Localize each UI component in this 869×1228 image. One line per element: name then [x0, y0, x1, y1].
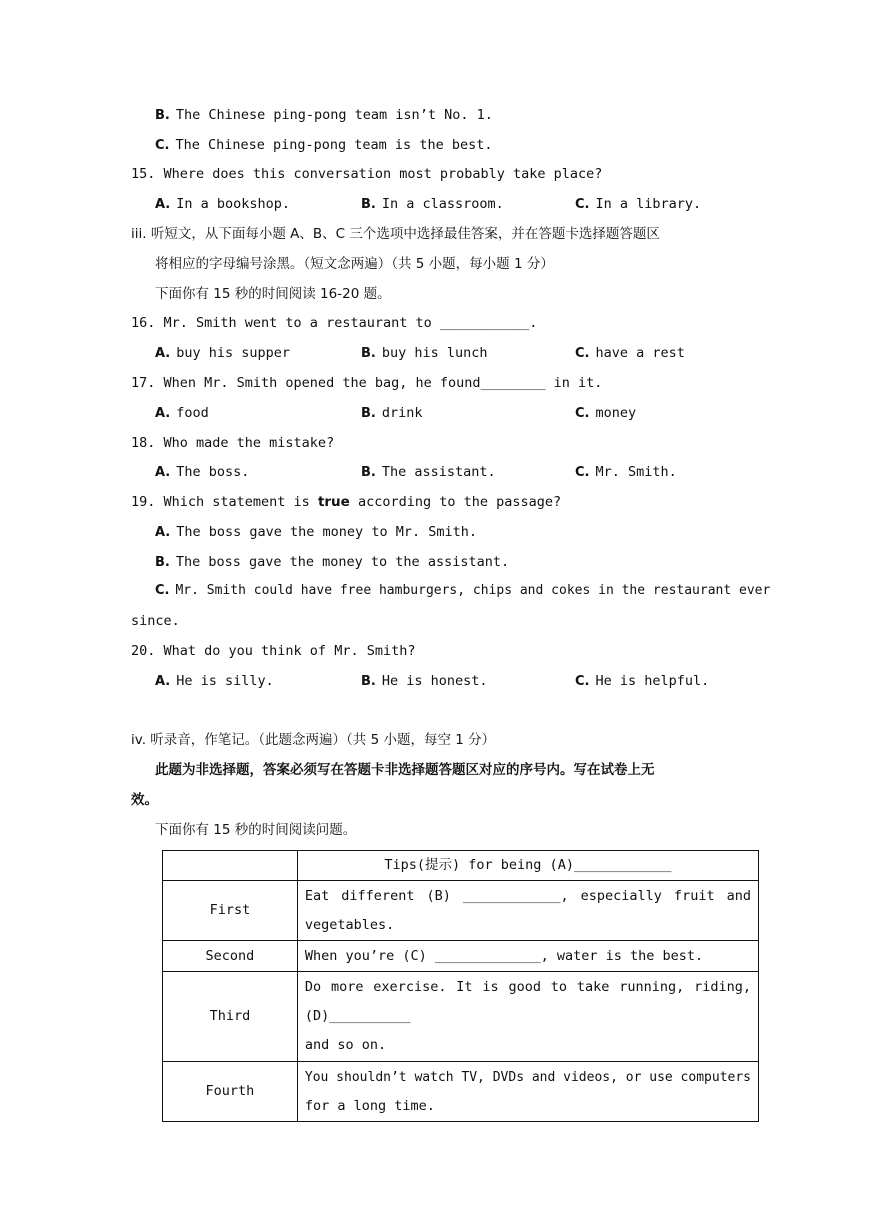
- section3-intro: 下面你有 15 秒的时间阅读 16-20 题。: [155, 286, 391, 302]
- q19-option-c-continuation: since.: [131, 613, 180, 629]
- section4-instruction-line2: 效。: [131, 792, 158, 808]
- q19-option-a: A. The boss gave the money to Mr. Smith.: [155, 524, 477, 540]
- q17-stem: 17. When Mr. Smith opened the bag, he found________ in it.: [131, 375, 603, 391]
- table-row: [163, 972, 759, 1062]
- q14-option-c: C. The Chinese ping-pong team is the best.: [155, 137, 493, 153]
- table-row-label: Third: [163, 972, 298, 1062]
- section3-heading-line1: iii. 听短文，从下面每小题 A、B、C 三个选项中选择最佳答案，并在答题卡选择题答题区: [131, 226, 660, 242]
- notes-table: [162, 850, 759, 1122]
- q16-stem: 16. Mr. Smith went to a restaurant to ___________.: [131, 315, 538, 331]
- q17-option-a: A. food: [155, 405, 209, 421]
- q15-option-b: B. In a classroom.: [361, 196, 504, 212]
- q20-option-b: B. He is honest.: [361, 673, 488, 689]
- q19-stem: 19. Which statement is true according to the passage?: [131, 494, 562, 510]
- q15-option-c: C. In a library.: [575, 196, 702, 212]
- q16-options: [155, 344, 755, 362]
- table-row-content: Do more exercise. It is good to take running, riding, (D)__________ and so on.: [297, 972, 758, 1062]
- table-row-content: You shouldn’t watch TV, DVDs and videos, or use computers for a long time.: [297, 1062, 758, 1122]
- q20-option-c: C. He is helpful.: [575, 673, 710, 689]
- section4-instruction-line1: 此题为非选择题，答案必须写在答题卡非选择题答题区对应的序号内。写在试卷上无: [155, 762, 655, 778]
- q14-option-b: B. The Chinese ping-pong team isn’t No. 1.: [155, 107, 493, 123]
- table-row: [163, 881, 759, 941]
- q19-option-b: B. The boss gave the money to the assistant.: [155, 554, 510, 570]
- q18-stem: 18. Who made the mistake?: [131, 435, 335, 451]
- q18-option-c: C. Mr. Smith.: [575, 464, 677, 480]
- q18-option-a: A. The boss.: [155, 464, 250, 480]
- q19-option-c: C. Mr. Smith could have free hamburgers, chips and cokes in the restaurant ever: [155, 583, 771, 598]
- q17-option-b: B. drink: [361, 405, 423, 421]
- table-row-label: Second: [163, 941, 298, 972]
- table-row: [163, 941, 759, 972]
- q20-options: [155, 672, 755, 690]
- section4-heading: iv. 听录音，作笔记。（此题念两遍）（共 5 小题，每空 1 分）: [131, 732, 496, 748]
- table-row: [163, 1062, 759, 1122]
- q15-option-a: A. In a bookshop.: [155, 196, 291, 212]
- q15-options: [155, 195, 755, 213]
- q20-option-a: A. He is silly.: [155, 673, 274, 689]
- q16-option-c: C. have a rest: [575, 345, 685, 361]
- q20-stem: 20. What do you think of Mr. Smith?: [131, 643, 416, 659]
- table-row-content: Eat different (B) ____________, especially fruit and vegetables.: [297, 881, 758, 941]
- table-header-empty-cell: [163, 851, 298, 881]
- section3-heading-line2: 将相应的字母编号涂黑。（短文念两遍）（共 5 小题，每小题 1 分）: [155, 256, 554, 272]
- table-header-title: Tips(提示) for being (A)____________: [297, 851, 758, 881]
- table-row-label: Fourth: [163, 1062, 298, 1122]
- table-header-row: [163, 851, 759, 881]
- q18-option-b: B. The assistant.: [361, 464, 496, 480]
- q16-option-b: B. buy his lunch: [361, 345, 488, 361]
- section4-intro: 下面你有 15 秒的时间阅读问题。: [155, 822, 357, 838]
- table-row-content: When you’re (C) _____________, water is the best.: [297, 941, 758, 972]
- q16-option-a: A. buy his supper: [155, 345, 291, 361]
- q17-option-c: C. money: [575, 405, 637, 421]
- table-row-label: First: [163, 881, 298, 941]
- q18-options: [155, 463, 755, 481]
- q15-stem: 15. Where does this conversation most probably take place?: [131, 166, 603, 182]
- q17-options: [155, 404, 755, 422]
